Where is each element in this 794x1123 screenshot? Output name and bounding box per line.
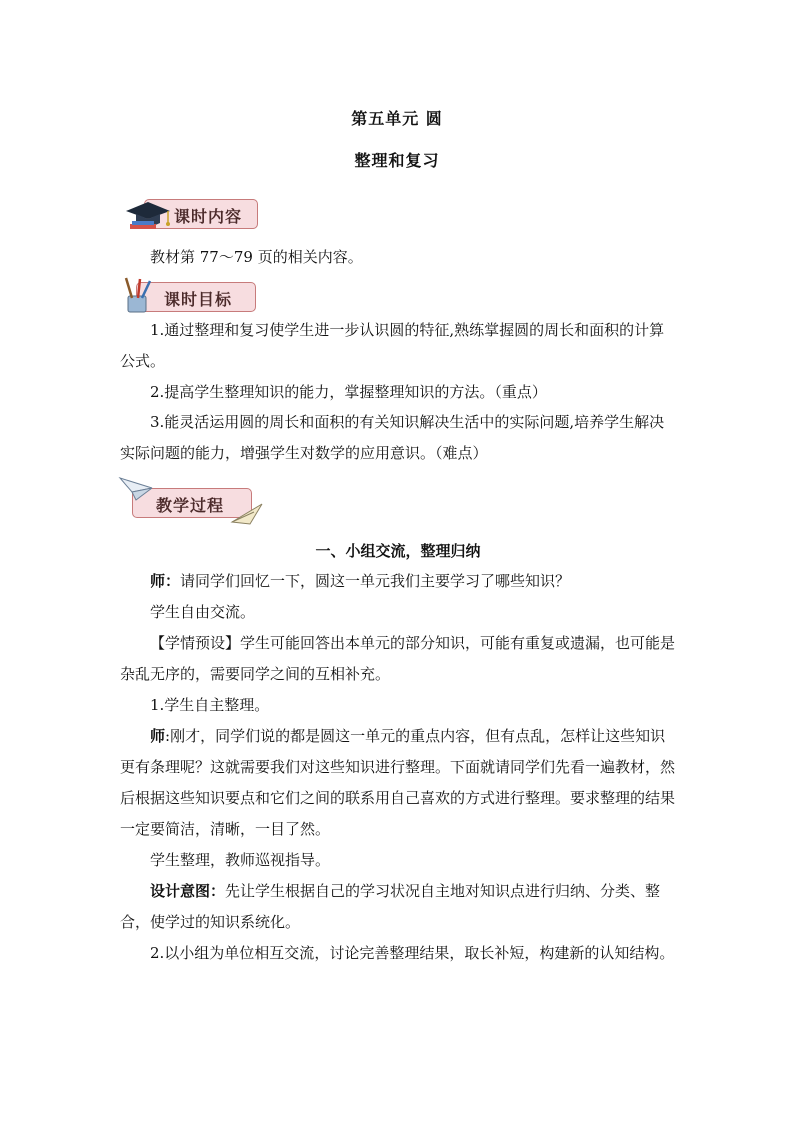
paintbrush-icon bbox=[120, 276, 160, 316]
paper-plane-icon bbox=[118, 474, 154, 504]
page-title: 第五单元 圆 bbox=[351, 109, 443, 128]
graduation-cap-icon bbox=[124, 197, 172, 231]
section-1-title: 一、小组交流，整理归纳 bbox=[315, 542, 481, 560]
lesson-content-badge: 课时内容 bbox=[124, 195, 260, 233]
lesson-goals-badge: 课时目标 bbox=[120, 276, 260, 316]
step-1: 1.学生自主整理。 bbox=[150, 696, 270, 714]
goal-1: 1.通过整理和复习使学生进一步认识圆的特征,熟练掌握圆的周长和面积的计算公式。 bbox=[120, 321, 665, 370]
page-subtitle: 整理和复习 bbox=[354, 151, 440, 170]
goal-2: 2.提高学生整理知识的能力，掌握整理知识的方法。（重点） bbox=[150, 383, 547, 401]
student-exchange: 学生自由交流。 bbox=[150, 603, 256, 621]
teacher-instruction: 师:刚才，同学们说的都是圆这一单元的重点内容，但有点乱，怎样让这些知识更有条理呢？这就需要我们对这些知识进行整理。下面就请同学们先看一遍教材，然后根据这些知识要点和它们之间的联系用自己喜欢的方式进行整理。要求整理的结果一定要简洁，清晰，一目了然。 bbox=[120, 727, 676, 838]
paper-plane-small-icon bbox=[230, 500, 264, 526]
teacher-question: 师：请同学们回忆一下，圆这一单元我们主要学习了哪些知识？ bbox=[150, 572, 571, 590]
design-intent: 设计意图：先让学生根据自己的学习状况自主地对知识点进行归纳、分类、整合，使学过的知识系统化。 bbox=[120, 882, 661, 931]
step-2: 2.以小组为单位相互交流，讨论完善整理结果，取长补短，构建新的认知结构。 bbox=[150, 944, 675, 962]
teaching-process-badge: 教学过程 bbox=[118, 474, 264, 526]
goal-3: 3.能灵活运用圆的周长和面积的有关知识解决生活中的实际问题,培养学生解决实际问题的能力，增强学生对数学的应用意识。（难点） bbox=[120, 413, 665, 462]
student-organize: 学生整理，教师巡视指导。 bbox=[150, 851, 331, 869]
lesson-content-text: 教材第 77～79 页的相关内容。 bbox=[150, 248, 363, 266]
learning-preset: 【学情预设】学生可能回答出本单元的部分知识，可能有重复或遗漏，也可能是杂乱无序的，需要同学之间的互相补充。 bbox=[120, 634, 676, 683]
